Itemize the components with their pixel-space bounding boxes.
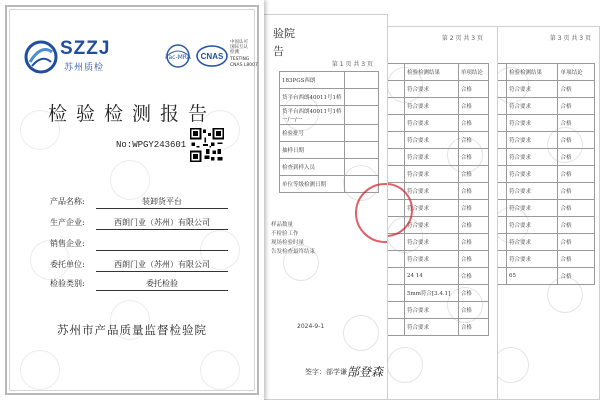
report-title-fragment: 告 <box>273 45 284 58</box>
conclusion-cell: 合格 <box>458 183 488 200</box>
result-cell: 符合要求 <box>507 217 558 234</box>
signature-label: 签字：部学谦 <box>305 368 347 376</box>
report-number: No:WPGY243601 <box>116 140 187 150</box>
table-cell <box>345 89 379 106</box>
table-row <box>492 268 595 285</box>
table-cell: 183PGS西朗 <box>280 72 345 89</box>
result-cell: 符合要求 <box>405 183 459 200</box>
ilac-mra-icon <box>160 44 196 68</box>
page-number: 第 3 页 共 3 页 <box>549 35 591 42</box>
table-row <box>492 132 595 149</box>
result-cell: 符合要求 <box>405 319 459 336</box>
result-cell: 符合要求 <box>405 115 459 132</box>
result-cell: 符合要求 <box>507 115 558 132</box>
table-row <box>492 251 595 268</box>
table-row <box>382 302 489 319</box>
result-cell: 符合要求 <box>405 98 459 115</box>
conclusion-cell: 合格 <box>558 183 595 200</box>
table-row <box>492 200 595 217</box>
results-table <box>491 63 595 285</box>
conclusion-cell: 合格 <box>558 268 595 285</box>
conclusion-cell: 合格 <box>458 268 488 285</box>
result-cell: 符合要求 <box>507 166 558 183</box>
cnas-number: CNAS L8007 <box>230 63 258 68</box>
report-page-2 <box>376 26 498 400</box>
table-row <box>492 217 595 234</box>
conclusion-cell: 合格 <box>458 285 488 302</box>
conclusion-block <box>271 221 371 257</box>
result-cell: 符合要求 <box>405 234 459 251</box>
result-cell: 符合要求 <box>405 200 459 217</box>
table-cell: 货平台西朗40011号1桥 一/一/一 <box>280 106 345 125</box>
conclusion-cell: 合格 <box>558 149 595 166</box>
result-cell: 符合要求 <box>507 234 558 251</box>
conclusion-cell: 合格 <box>558 98 595 115</box>
column-header: 单项结论 <box>558 64 595 81</box>
result-cell: 符合要求 <box>405 217 459 234</box>
table-row <box>280 89 379 106</box>
szzj-logo-icon <box>24 40 58 74</box>
table-cell: 检验批号 <box>280 125 345 142</box>
result-cell: 符合要求 <box>405 149 459 166</box>
field-value: 西朗门业（苏州）有限公司 <box>114 218 210 227</box>
conclusion-cell: 合格 <box>458 302 488 319</box>
table-row <box>382 251 489 268</box>
conclusion-cell: 合格 <box>558 81 595 98</box>
table-cell <box>345 106 379 125</box>
table-row <box>492 234 595 251</box>
result-cell: 符合要求 <box>405 251 459 268</box>
table-row <box>382 132 489 149</box>
brand-name-cn: 苏州质检 <box>64 63 105 73</box>
brand-name-en: SZZJ <box>60 38 111 59</box>
conclusion-cell: 合格 <box>458 234 488 251</box>
conclusion-cell: 合格 <box>558 217 595 234</box>
table-row <box>382 268 489 285</box>
result-cell: 65 <box>507 268 558 285</box>
cnas-testing-label: TESTING <box>230 57 250 62</box>
table-header-row <box>492 64 595 81</box>
conclusion-cell: 合格 <box>458 251 488 268</box>
report-page-3 <box>486 26 600 400</box>
table-row <box>492 166 595 183</box>
field-label: 委托单位: <box>50 260 85 269</box>
field-label: 检验类别: <box>50 279 85 288</box>
cnas-cn-text: 中国认可 国际互认 检测 <box>230 40 248 55</box>
conclusion-cell: 合格 <box>558 132 595 149</box>
conclusion-cell: 合格 <box>458 217 488 234</box>
table-row <box>382 115 489 132</box>
result-cell: 5mm符合[3.4.1] <box>405 285 459 302</box>
qr-code-icon[interactable] <box>190 128 224 162</box>
conclusion-cell: 合格 <box>458 319 488 336</box>
field-label: 销售企业: <box>50 239 85 248</box>
result-cell: 符合要求 <box>405 166 459 183</box>
result-cell: 符合要求 <box>507 183 558 200</box>
column-header: 检验检测结果 <box>507 64 558 81</box>
institute-name-fragment: 验院 <box>273 27 295 40</box>
conclusion-line: 样品数量 <box>271 222 294 228</box>
conclusion-line: 不检验工作 <box>271 231 299 237</box>
field-label: 产品名称: <box>50 197 85 206</box>
table-cell <box>345 159 379 176</box>
result-cell: 符合要求 <box>405 302 459 319</box>
table-cell: 抽样日期 <box>280 142 345 159</box>
column-header: 检验检测结果 <box>405 64 459 81</box>
conclusion-cell: 合格 <box>458 149 488 166</box>
conclusion-cell: 合格 <box>458 98 488 115</box>
report-title: 检验检测报告 <box>47 103 216 125</box>
table-row <box>280 72 379 89</box>
table-row <box>382 81 489 98</box>
table-cell: 货平台西朗40011号1桥 <box>280 89 345 106</box>
table-row <box>382 319 489 336</box>
conclusion-cell: 合格 <box>558 200 595 217</box>
table-row <box>382 166 489 183</box>
cnas-icon <box>196 44 228 68</box>
field-value: 委托检验 <box>146 279 178 288</box>
ilac-label: ilac-MRA <box>165 54 191 61</box>
table-header-row <box>382 64 489 81</box>
info-table <box>279 71 379 193</box>
table-row <box>492 149 595 166</box>
conclusion-cell: 合格 <box>558 115 595 132</box>
table-row <box>492 183 595 200</box>
column-header: 单项结论 <box>458 64 488 81</box>
conclusion-cell: 合格 <box>458 132 488 149</box>
result-cell: 符合要求 <box>507 81 558 98</box>
table-cell: 检查到样入员 <box>280 159 345 176</box>
conclusion-cell: 合格 <box>558 251 595 268</box>
conclusion-line: 现场检验时量 <box>271 240 305 246</box>
conclusion-cell: 合格 <box>558 166 595 183</box>
table-row <box>382 285 489 302</box>
conclusion-cell: 合格 <box>458 115 488 132</box>
conclusion-cell: 合格 <box>458 166 488 183</box>
table-row <box>280 176 379 193</box>
table-row <box>382 149 489 166</box>
page-number: 第 1 页 共 3 页 <box>331 61 373 68</box>
cnas-label: CNAS <box>200 52 224 61</box>
result-cell: 符合要求 <box>405 81 459 98</box>
conclusion-line: 告发检查最终结束 <box>271 249 316 255</box>
result-cell: 符合要求 <box>507 200 558 217</box>
institute-name: 苏州市产品质量监督检验院 <box>57 323 207 337</box>
table-cell: 单位等级检测日期 <box>280 176 345 193</box>
field-label: 生产企业: <box>50 218 85 227</box>
field-value: 西朗门业（苏州）有限公司 <box>114 260 210 269</box>
signature: 郜登森 <box>347 365 384 379</box>
table-row <box>492 98 595 115</box>
report-page-1 <box>262 14 388 400</box>
table-row <box>280 142 379 159</box>
page-number: 第 2 页 共 3 页 <box>441 35 483 42</box>
report-cover <box>0 0 264 400</box>
result-cell: 符合要求 <box>507 98 558 115</box>
conclusion-cell: 合格 <box>458 81 488 98</box>
table-row <box>382 234 489 251</box>
field-value: 装卸货平台 <box>142 197 182 206</box>
table-row <box>280 106 379 125</box>
result-cell: 符合要求 <box>507 132 558 149</box>
table-cell <box>345 142 379 159</box>
result-cell: 符合要求 <box>507 251 558 268</box>
table-row <box>280 125 379 142</box>
table-cell <box>345 72 379 89</box>
issue-date: 2024-9-1 <box>297 323 325 330</box>
conclusion-cell: 合格 <box>458 200 488 217</box>
table-row <box>382 98 489 115</box>
table-row <box>280 159 379 176</box>
result-cell: 符合要求 <box>507 149 558 166</box>
result-cell: 24 14 <box>405 268 459 285</box>
table-row <box>492 115 595 132</box>
conclusion-cell: 合格 <box>558 234 595 251</box>
table-cell <box>345 125 379 142</box>
table-row <box>492 81 595 98</box>
result-cell: 符合要求 <box>405 132 459 149</box>
